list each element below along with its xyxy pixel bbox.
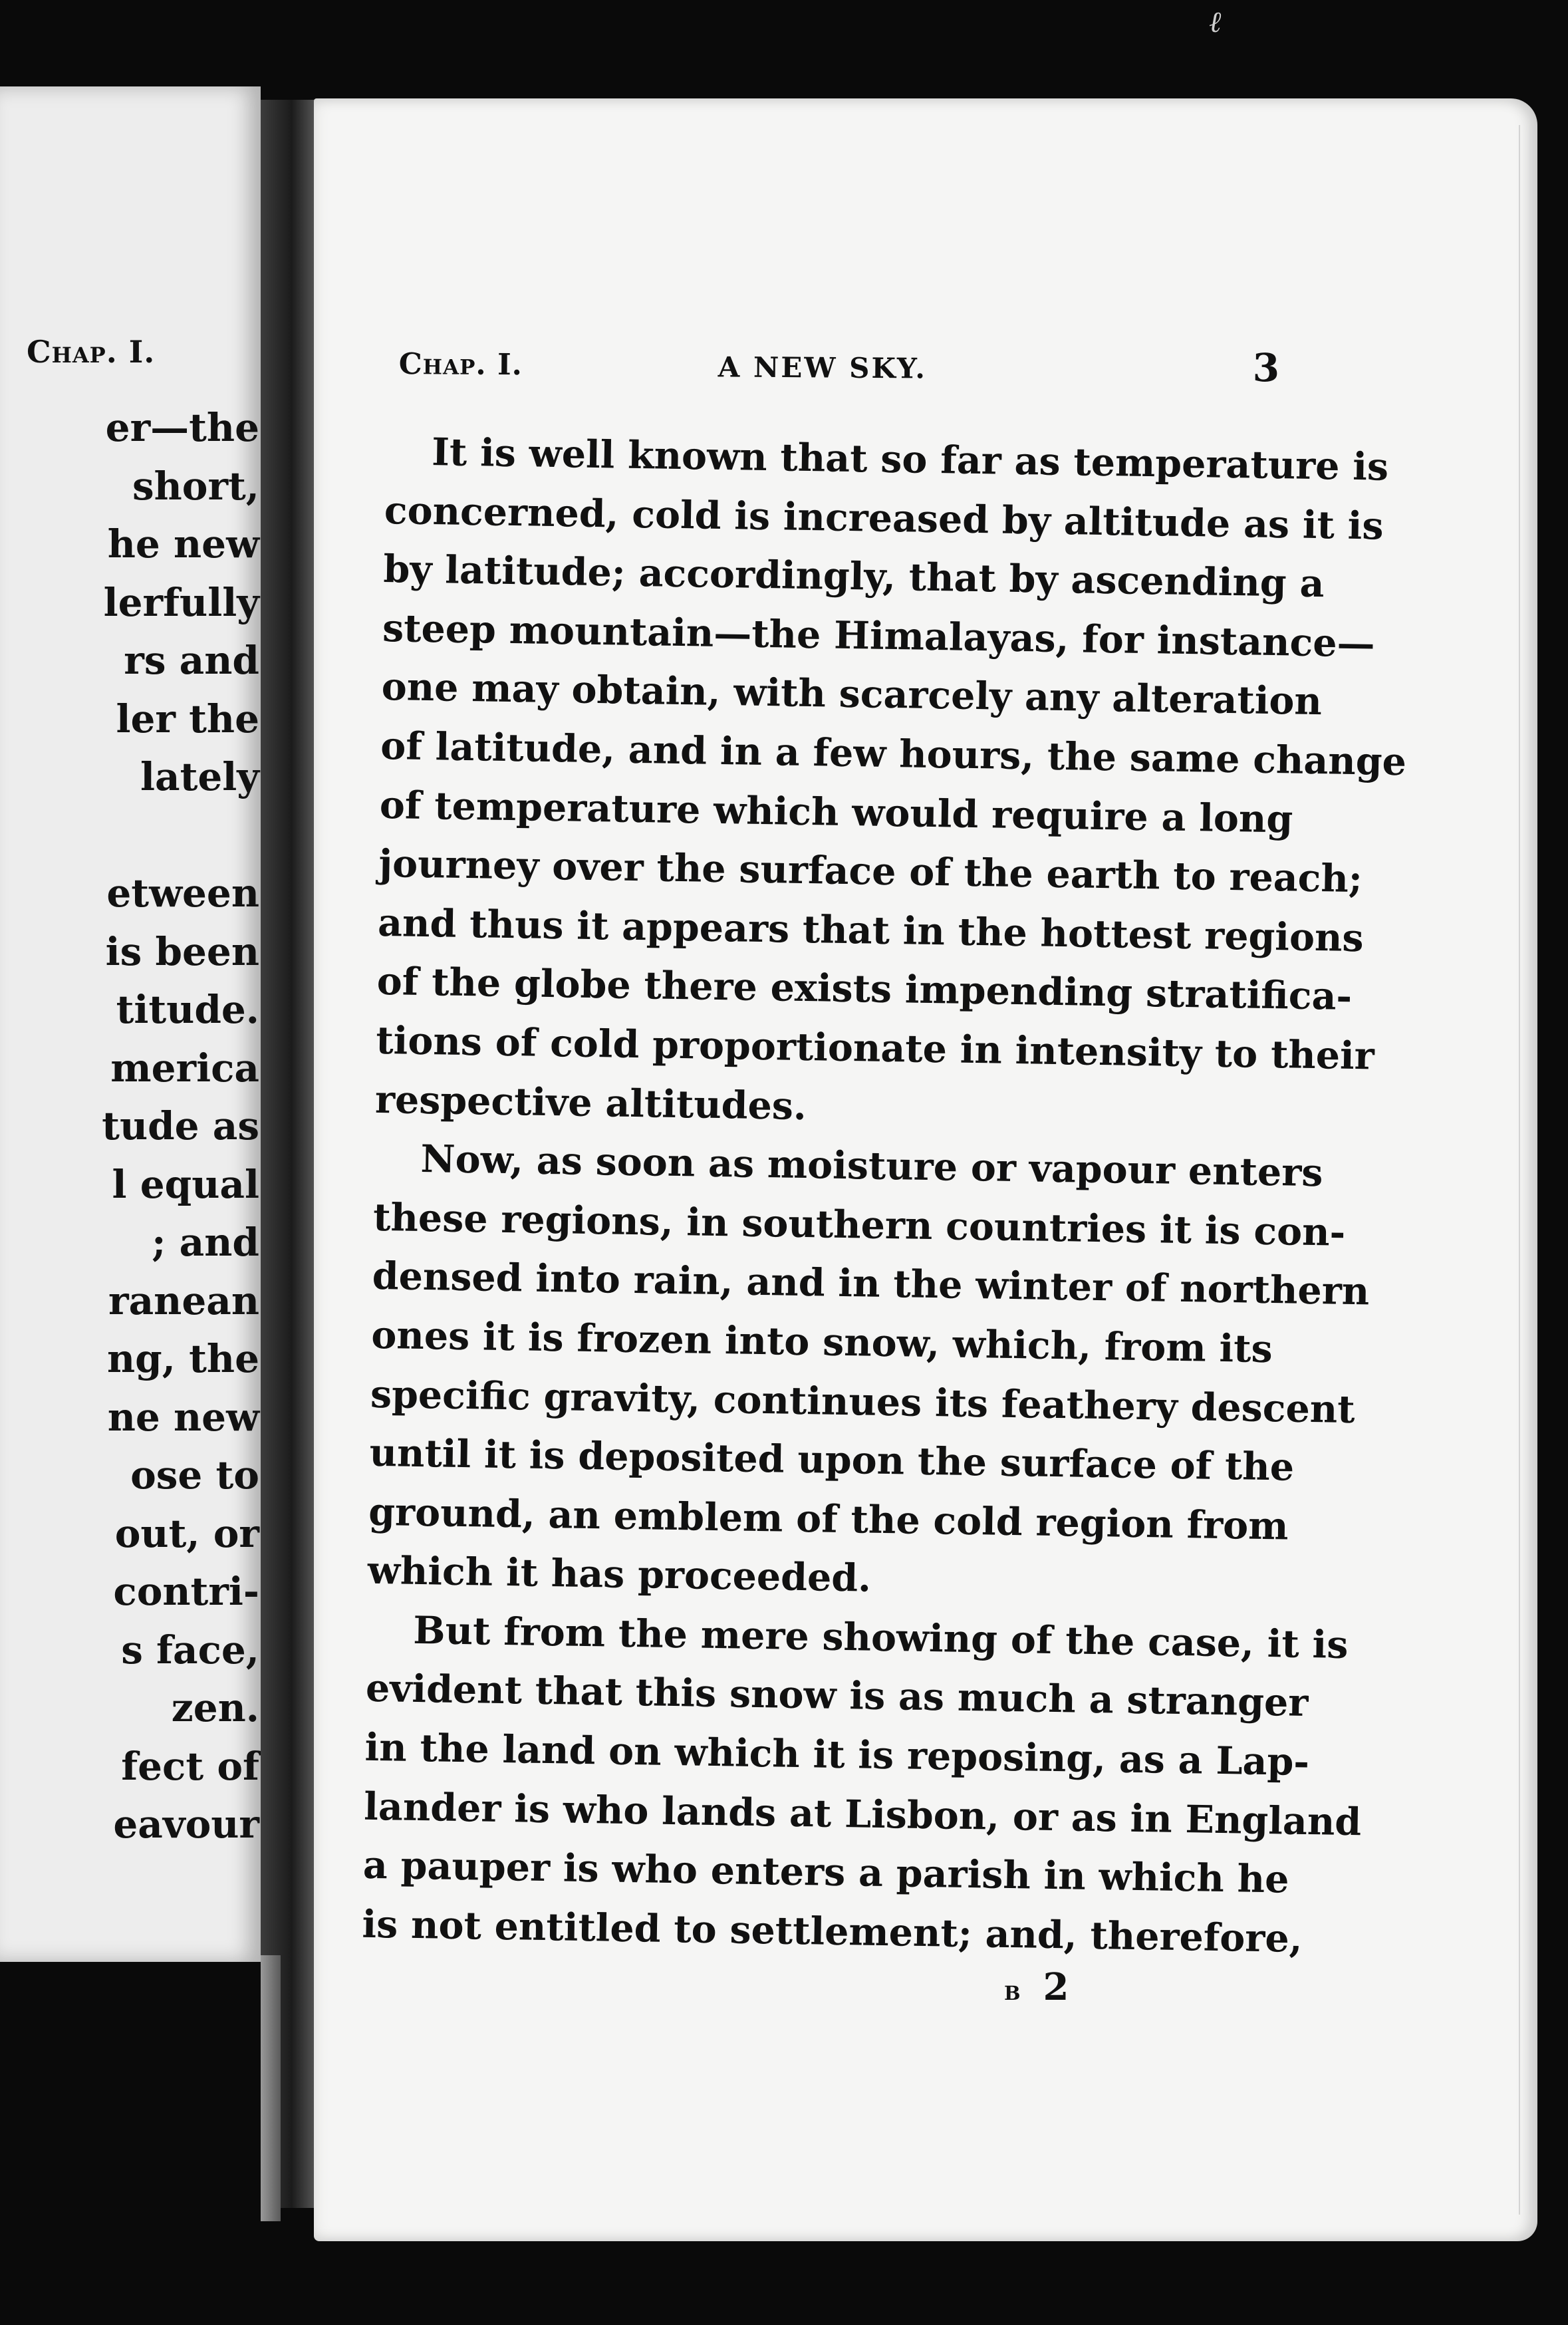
left-page-line: er—the <box>105 405 259 450</box>
text-line: ones it is frozen into snow, which, from its <box>370 1312 1273 1372</box>
text-line: journey over the surface of the earth to reach; <box>378 841 1363 902</box>
signature-number: 2 <box>1043 1965 1069 2009</box>
text-line: which it has proceeded. <box>367 1548 872 1601</box>
left-page-line: ranean <box>108 1278 259 1323</box>
left-page-header: Chap. I. <box>27 334 156 370</box>
left-page-line: he new <box>107 521 259 567</box>
corner-pencil-mark: ℓ <box>1209 5 1222 39</box>
book-spine-gutter <box>261 100 317 2208</box>
text-line: one may obtain, with scarcely any alteration <box>381 664 1323 724</box>
left-page-line: ng, the <box>107 1336 259 1381</box>
text-line: It is well known that so far as temperature is <box>431 430 1389 489</box>
left-page-line: zen. <box>171 1685 259 1730</box>
text-line: by latitude; accordingly, that by ascending a <box>383 547 1325 607</box>
paragraph <box>367 1129 1370 1615</box>
text-line: evident that this snow is as much a stranger <box>365 1666 1309 1726</box>
text-line: a pauper is who enters a parish in which he <box>362 1842 1289 1902</box>
left-page-line: fect of <box>121 1743 259 1789</box>
left-page-line: short, <box>132 463 259 509</box>
text-line: until it is deposited upon the surface of the <box>369 1430 1295 1490</box>
text-line: concerned, cold is increased by altitude as it is <box>384 487 1384 549</box>
text-line: lander is who lands at Lisbon, or as in England <box>363 1784 1362 1844</box>
left-page-line: rs and <box>124 638 259 683</box>
left-page-line: l equal <box>112 1161 259 1207</box>
running-title: A NEW SKY. <box>718 350 928 385</box>
left-page-line: out, or <box>114 1510 259 1556</box>
left-page-line: ler the <box>116 696 259 742</box>
left-page-line: ; and <box>152 1220 259 1265</box>
signature-letter: b <box>1004 1974 1021 2006</box>
text-line: densed into rain, and in the winter of northern <box>372 1254 1370 1314</box>
signature-mark <box>1004 1965 1069 2009</box>
text-line: tions of cold proportionate in intensity to their <box>375 1018 1375 1079</box>
spine-edge <box>261 1955 281 2221</box>
left-page-line: tude as <box>102 1103 259 1149</box>
left-page-line: ne new <box>107 1394 259 1440</box>
text-line: is not entitled to settlement; and, therefore, <box>362 1901 1303 1961</box>
text-line: of latitude, and in a few hours, the same change <box>380 723 1407 785</box>
left-page-line: s face, <box>121 1627 259 1673</box>
left-page-line: lerfully <box>103 579 259 625</box>
paragraph <box>362 1601 1362 1969</box>
left-page-line: ose to <box>130 1452 259 1498</box>
text-line: and thus it appears that in the hottest regions <box>377 900 1365 960</box>
left-page-line: is been <box>105 928 259 974</box>
text-line: respective altitudes. <box>374 1077 807 1129</box>
left-page-line: contri- <box>113 1569 259 1614</box>
text-line: these regions, in southern countries it is con- <box>372 1194 1346 1255</box>
text-line: of the globe there exists impending stratifica- <box>376 959 1353 1020</box>
text-line: of temperature which would require a long <box>379 782 1293 842</box>
left-page-line <box>0 807 259 865</box>
text-line: ground, an emblem of the cold region from <box>368 1489 1289 1549</box>
running-header <box>398 339 1280 398</box>
text-line: in the land on which it is reposing, as a Lap- <box>364 1724 1310 1785</box>
left-page-line: merica <box>110 1045 259 1091</box>
left-page-line: eavour <box>113 1802 259 1847</box>
left-page-line: lately <box>140 754 259 799</box>
left-page-line: etween <box>106 871 259 916</box>
body-text <box>362 422 1407 1968</box>
paragraph <box>374 422 1407 1143</box>
left-page-line: titude. <box>116 987 259 1032</box>
text-line: steep mountain—the Himalayas, for instance— <box>382 605 1376 666</box>
text-line: specific gravity, continues its feathery descent <box>370 1371 1356 1432</box>
text-line: But from the mere showing of the case, it is <box>412 1607 1349 1667</box>
page-number: 3 <box>1252 344 1280 391</box>
text-line: Now, as soon as moisture or vapour enters <box>420 1137 1323 1196</box>
chapter-label: Chap. I. <box>398 346 523 382</box>
left-page-text-fragments <box>0 0 261 1995</box>
left-page-lines <box>0 399 259 1854</box>
